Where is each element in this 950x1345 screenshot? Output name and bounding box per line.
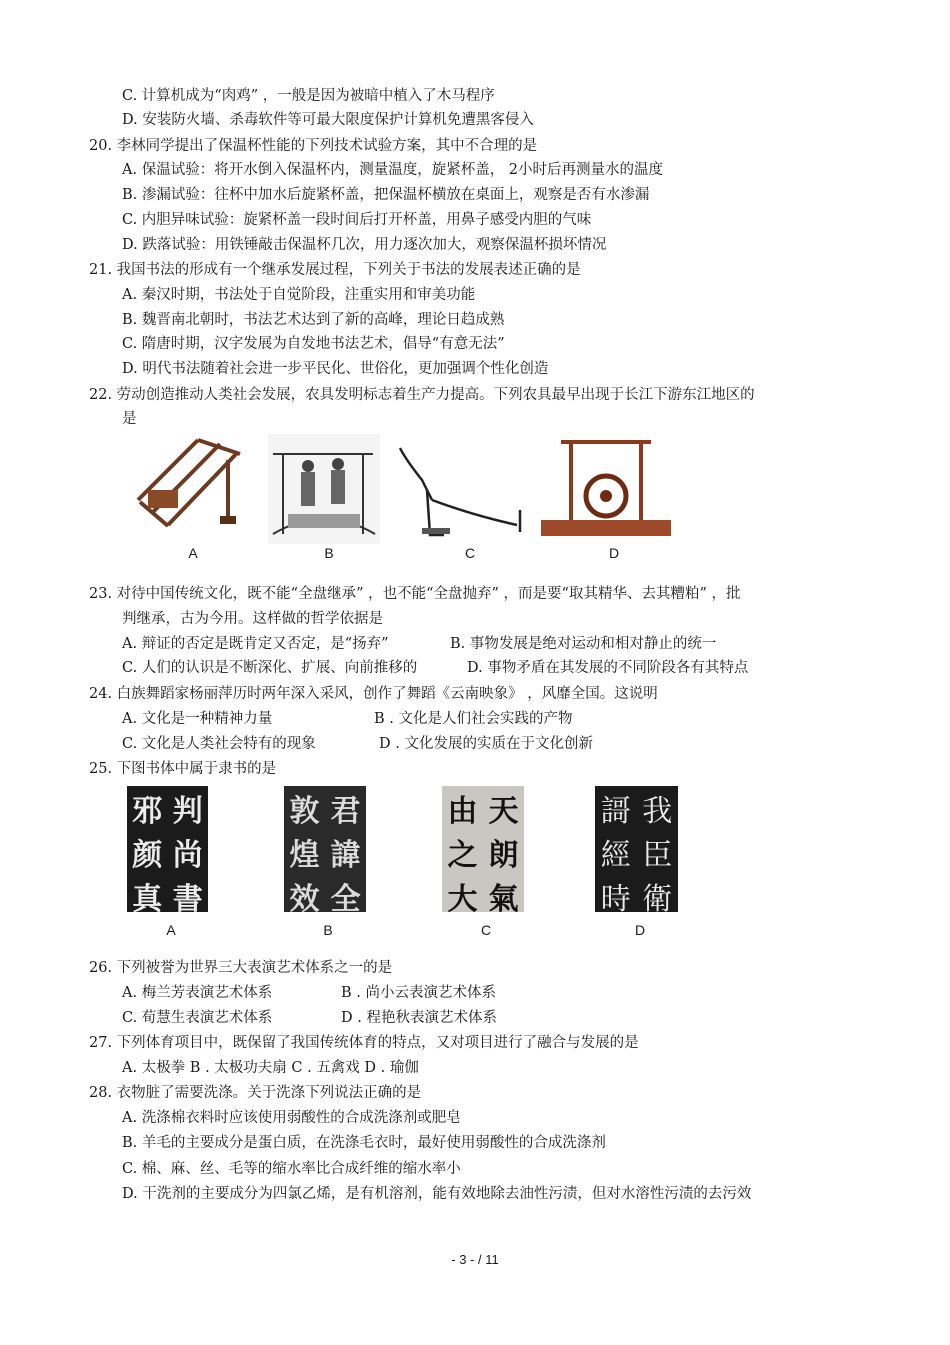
question-27: 27. 下列体育项目中，既保留了我国传统体育的特点，又对项目进行了融合与发展的是 [89, 1035, 639, 1051]
q19-option-c: C. 计算机成为“肉鸡” ，一般是因为被暗中植入了木马程序 [122, 88, 495, 104]
farm-tool-d-image [541, 428, 671, 540]
q21-option-d: D. 明代书法随着社会进一步平民化、世俗化，更加强调个性化创造 [122, 361, 549, 377]
calligraphy-b-char: 敦 [289, 794, 320, 829]
calligraphy-a-char: 真 [132, 882, 163, 917]
calligraphy-c-char: 天 [488, 794, 519, 829]
farm-tool-a-image [128, 430, 248, 540]
calligraphy-c-char: 氣 [488, 882, 519, 917]
calligraphy-a-char: 颜 [132, 838, 163, 873]
calligraphy-b-char: 全 [330, 882, 361, 917]
q20-option-c: C. 内胆异味试验：旋紧杯盖一段时间后打开杯盖，用鼻子感受内胆的气味 [122, 212, 592, 228]
q21-option-a: A. 秦汉时期，书法处于自觉阶段，注重实用和审美功能 [122, 287, 476, 303]
q23-option-b: B. 事物发展是绝对运动和相对静止的统一 [450, 636, 717, 652]
calligraphy-a-image [127, 786, 208, 917]
calligraphy-d-char: 我 [642, 794, 673, 829]
farm-tool-c-image [392, 440, 534, 540]
q25-caption-a: A [166, 922, 176, 938]
calligraphy-c-image [442, 786, 524, 917]
question-28: 28. 衣物脏了需要洗涤。关于洗涤下列说法正确的是 [89, 1085, 422, 1101]
question-22: 22. 劳动创造推动人类社会发展，农具发明标志着生产力提高。下列农具最早出现于长江下游东江地区的 [89, 387, 755, 403]
calligraphy-b-image [284, 786, 366, 917]
q22-caption-d: D [608, 545, 620, 561]
q24-option-d: D . 文化发展的实质在于文化创新 [379, 736, 593, 752]
question-26: 26. 下列被誉为世界三大表演艺术体系之一的是 [89, 960, 393, 976]
q25-caption-b: B [323, 922, 333, 938]
q24-option-b: B . 文化是人们社会实践的产物 [374, 711, 573, 727]
q20-option-d: D. 跌落试验：用铁锤敲击保温杯几次，用力逐次加大，观察保温杯损坏情况 [122, 237, 607, 253]
calligraphy-b-char: 君 [330, 794, 361, 829]
q28-option-d: D. 干洗剂的主要成分为四氯乙烯，是有机溶剂，能有效地除去油性污渍，但对水溶性污渍的去污效 [122, 1186, 752, 1202]
q26-option-b: B . 尚小云表演艺术体系 [341, 985, 496, 1001]
calligraphy-c-char: 之 [447, 838, 478, 873]
q22-caption-a: A [188, 545, 198, 561]
question-22-cont: 是 [122, 411, 137, 427]
page-number: - 3 - / 11 [451, 1252, 499, 1267]
q26-option-c: C. 荀慧生表演艺术体系 [122, 1010, 273, 1026]
question-23: 23. 对待中国传统文化，既不能“全盘继承” ，也不能“全盘抛弃” ，而是要“取其精华、去其糟粕” ，批 [89, 586, 741, 602]
q25-caption-c: C [480, 922, 492, 938]
q23-option-c: C. 人们的认识是不断深化、扩展、向前推移的 [122, 660, 418, 676]
calligraphy-b-char: 煌 [289, 838, 320, 873]
question-23-cont: 判继承，古为今用。这样做的哲学依据是 [122, 611, 383, 627]
q25-caption-d: D [634, 922, 646, 938]
calligraphy-a-char: 書 [172, 882, 203, 917]
question-25: 25. 下图书体中属于隶书的是 [89, 761, 277, 777]
calligraphy-d-image [595, 786, 678, 917]
q28-option-b: B. 羊毛的主要成分是蛋白质，在洗涤毛衣时，最好使用弱酸性的合成洗涤剂 [122, 1135, 606, 1151]
calligraphy-b-char: 效 [289, 882, 320, 917]
calligraphy-d-char: 謌 [600, 794, 631, 829]
q26-option-a: A. 梅兰芳表演艺术体系 [122, 985, 273, 1001]
q21-option-b: B. 魏晋南北朝时，书法艺术达到了新的高峰，理论日趋成熟 [122, 312, 505, 328]
calligraphy-b-char: 諱 [330, 838, 361, 873]
q19-option-d: D. 安装防火墙、杀毒软件等可最大限度保护计算机免遭黑客侵入 [122, 112, 534, 128]
q22-caption-b: B [324, 545, 334, 561]
q23-option-a: A. 辩证的否定是既肯定又否定，是“扬弃” [122, 636, 389, 652]
calligraphy-c-char: 朗 [488, 838, 519, 873]
calligraphy-d-char: 衛 [642, 882, 673, 917]
calligraphy-a-char: 判 [172, 794, 203, 829]
q28-option-a: A. 洗涤棉衣料时应该使用弱酸性的合成洗涤剂或肥皂 [122, 1110, 461, 1126]
q28-option-c: C. 棉、麻、丝、毛等的缩水率比合成纤维的缩水率小 [122, 1161, 461, 1177]
question-24: 24. 白族舞蹈家杨丽萍历时两年深入采风，创作了舞蹈《云南映象》 ，风靡全国。这说明 [89, 686, 658, 702]
q21-option-c: C. 隋唐时期，汉字发展为自发地书法艺术，倡导“有意无法” [122, 336, 505, 352]
q27-options: A. 太极拳 B . 太极功夫扇 C . 五禽戏 D . 瑜伽 [122, 1060, 419, 1076]
calligraphy-a-char: 邪 [132, 794, 163, 829]
q24-option-c: C. 文化是人类社会特有的现象 [122, 736, 316, 752]
calligraphy-d-char: 臣 [642, 838, 673, 873]
q22-caption-c: C [464, 545, 476, 561]
q23-option-d: D. 事物矛盾在其发展的不同阶段各有其特点 [467, 660, 749, 676]
question-20: 20. 李林同学提出了保温杯性能的下列技术试验方案，其中不合理的是 [89, 138, 538, 154]
q24-option-a: A. 文化是一种精神力量 [122, 711, 273, 727]
q26-option-d: D . 程艳秋表演艺术体系 [341, 1010, 497, 1026]
question-21: 21. 我国书法的形成有一个继承发展过程，下列关于书法的发展表述正确的是 [89, 262, 581, 278]
calligraphy-c-char: 大 [447, 882, 478, 917]
calligraphy-a-char: 尚 [172, 838, 203, 873]
q20-option-a: A. 保温试验：将开水倒入保温杯内，测量温度，旋紧杯盖， 2小时后再测量水的温度 [122, 162, 664, 178]
q20-option-b: B. 渗漏试验：往杯中加水后旋紧杯盖，把保温杯横放在桌面上，观察是否有水渗漏 [122, 187, 650, 203]
calligraphy-c-char: 由 [447, 794, 478, 829]
calligraphy-d-char: 時 [600, 882, 631, 917]
calligraphy-d-char: 經 [600, 838, 631, 873]
farm-tool-b-image [268, 434, 380, 544]
